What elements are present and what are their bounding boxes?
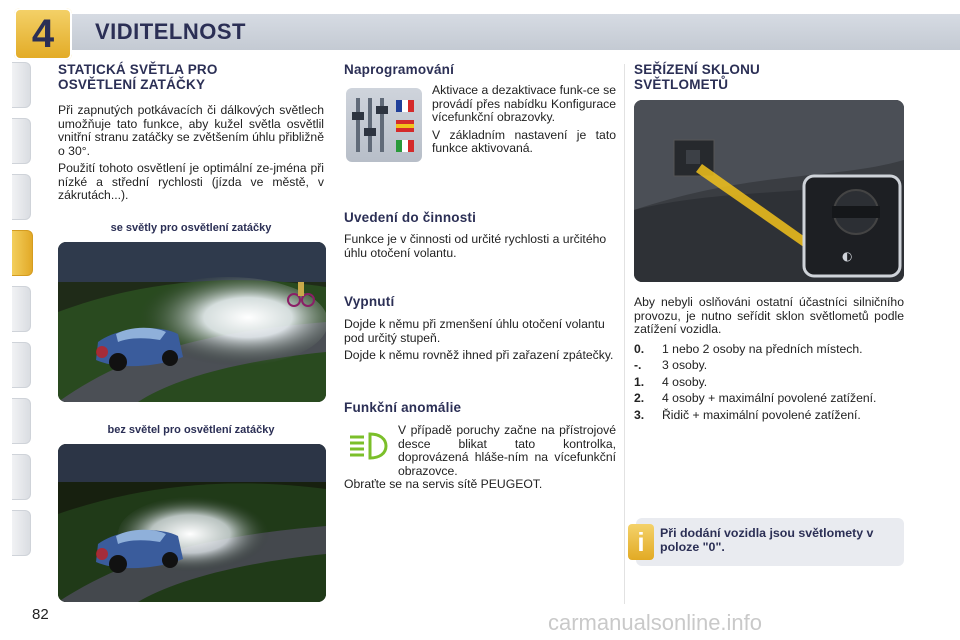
right-column — [634, 62, 904, 92]
left-column — [58, 62, 324, 203]
chapter-tab-3[interactable] — [12, 174, 31, 220]
fault-section — [344, 400, 616, 415]
chapter-tab-5[interactable] — [12, 286, 31, 332]
off-section — [344, 294, 616, 363]
right-text-block — [634, 296, 904, 422]
left-para-2: Použití tohoto osvětlení je optimální ze-jména při nízké a střední rychlosti (jízda ve městě, v zákrutách...). — [58, 161, 324, 202]
sliders-settings-icon — [346, 88, 422, 162]
page-number: 82 — [32, 606, 49, 623]
fault-heading: Funkční anomálie — [344, 400, 462, 415]
cornering-light-warning-icon — [346, 428, 392, 464]
right-heading: SEŘÍZENÍ SKLONU SVĚTLOMETŮ — [634, 62, 761, 92]
dashboard-illustration — [634, 100, 904, 282]
list-item: 0. 1 nebo 2 osoby na předních místech. — [634, 341, 863, 356]
chapter-tab-8[interactable] — [12, 454, 31, 500]
chapter-tabs — [0, 62, 32, 582]
activation-text: Funkce je v činnosti od určité rychlosti a určitého úhlu otočení volantu. — [344, 232, 607, 260]
programming-text-1: Aktivace a dezaktivace funk-ce se provádí přes nabídku Konfigurace vícefunkční obrazovky. — [432, 83, 616, 124]
info-text: Při dodání vozidla jsou světlomety v poloze "0". — [660, 526, 874, 554]
chapter-tab-7[interactable] — [12, 398, 31, 444]
caption-with-cornering: se světly pro osvětlení zatáčky — [110, 222, 272, 234]
left-heading: STATICKÁ SVĚTLA PRO OSVĚTLENÍ ZATÁČKY — [58, 62, 218, 92]
svg-text:◐: ◐ — [842, 249, 853, 263]
right-intro: Aby nebyli oslňováni ostatní účastníci silničního provozu, je nutno seřídit sklon světlometů podle zatížení vozidla. — [634, 295, 904, 336]
fault-text-block — [398, 424, 616, 478]
off-text-2: Dojde k němu rovněž ihned při zařazení zpátečky. — [344, 348, 614, 362]
load-list — [634, 343, 904, 423]
programming-heading: Naprogramování — [344, 62, 455, 77]
left-para-1: Při zapnutých potkávacích či dálkových světlech umožňuje tato funkce, aby kužel světla osvětlil vnitřní stranu zatáčky se zvětšením úhlu přibližně o 30°. — [58, 103, 324, 158]
fault-service-block — [344, 478, 616, 492]
chapter-tab-1[interactable] — [12, 62, 31, 108]
off-heading: Vypnutí — [344, 294, 395, 309]
chapter-tab-2[interactable] — [12, 118, 31, 164]
programming-text-block — [432, 84, 616, 156]
activation-section — [344, 210, 616, 260]
page-title: VIDITELNOST — [95, 19, 246, 44]
info-icon: i — [628, 524, 654, 560]
chapter-tab-9[interactable] — [12, 510, 31, 556]
night-road-illustration-lit — [58, 242, 326, 402]
watermark: carmanualsonline.info — [548, 610, 763, 635]
caption-without-cornering: bez světel pro osvětlení zatáčky — [107, 424, 275, 436]
photo-without-cornering-light — [58, 444, 326, 602]
list-item: 1. 4 osoby. — [634, 374, 708, 389]
night-road-illustration-unlit — [58, 444, 326, 602]
list-item: -. 3 osoby. — [634, 358, 708, 372]
chapter-tab-6[interactable] — [12, 342, 31, 388]
chapter-tab-4[interactable] — [12, 230, 33, 276]
chapter-number: 4 — [31, 12, 55, 56]
middle-column — [344, 62, 616, 77]
off-text-1: Dojde k němu při zmenšení úhlu otočení volantu pod určitý stupeň. — [344, 317, 605, 345]
headlamp-adjuster-photo — [634, 100, 904, 282]
photo-with-cornering-light — [58, 242, 326, 402]
fault-service-text: Obraťte se na servis sítě PEUGEOT. — [344, 477, 543, 491]
list-item: 2. 4 osoby + maximální povolené zatížení. — [634, 391, 877, 405]
activation-heading: Uvedení do činnosti — [344, 210, 477, 225]
list-item: 3. Řidič + maximální povolené zatížení. — [634, 407, 861, 422]
info-box — [636, 518, 904, 566]
chapter-badge — [14, 8, 72, 60]
programming-text-2: V základním nastavení je tato funkce aktivovaná. — [432, 127, 616, 155]
fault-text: V případě poruchy začne na přístrojové desce blikat tato kontrolka, doprovázená hláše-ním na vícefunkční obrazovce. — [398, 423, 616, 478]
column-divider — [624, 64, 625, 604]
